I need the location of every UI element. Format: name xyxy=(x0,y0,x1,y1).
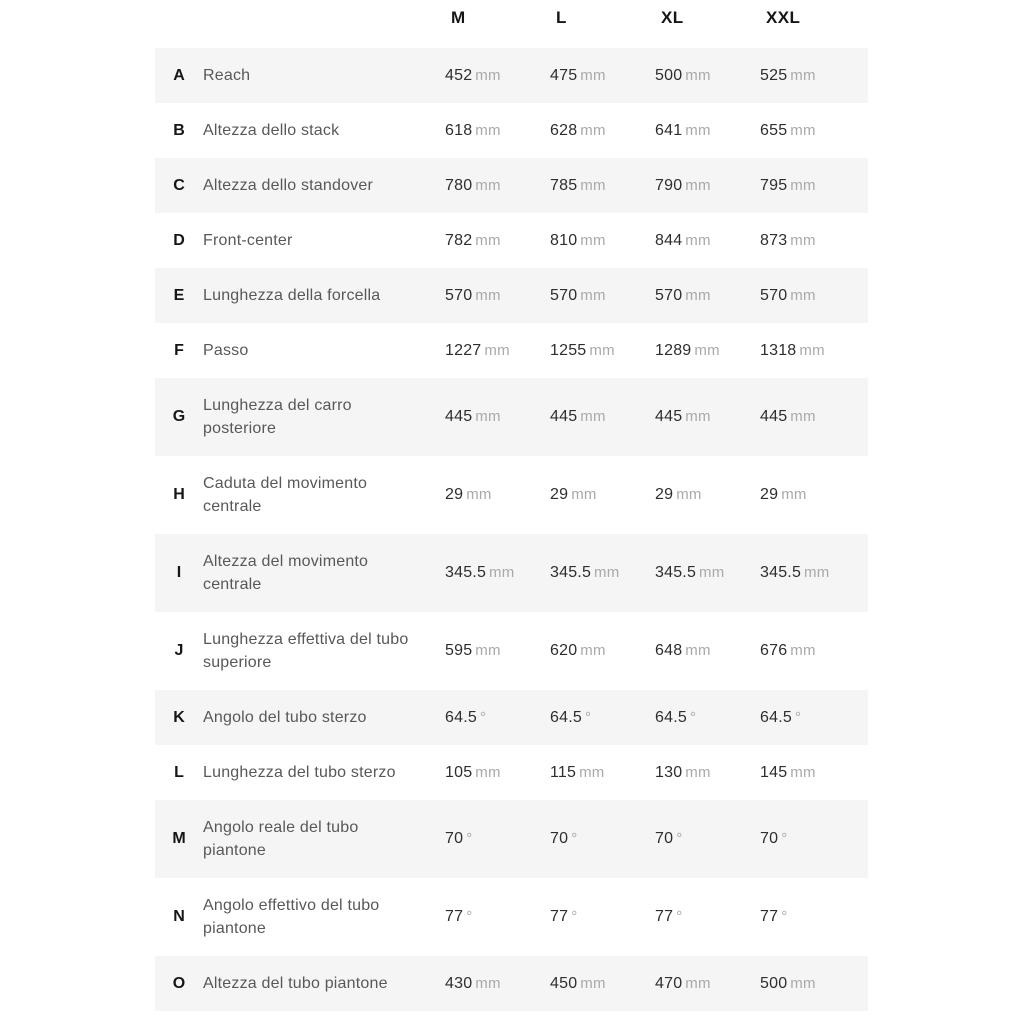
value-cell-xxl xyxy=(760,287,868,305)
value-unit: mm xyxy=(790,231,816,249)
value-unit: mm xyxy=(580,176,606,194)
row-label xyxy=(203,628,445,674)
table-row xyxy=(155,103,868,158)
value-number: 105 xyxy=(445,763,473,781)
value-number: 570 xyxy=(760,286,788,304)
value-number: 130 xyxy=(655,763,683,781)
value-number: 844 xyxy=(655,231,683,249)
value-unit: mm xyxy=(685,974,711,992)
value-number: 475 xyxy=(550,66,578,84)
value-cell-m xyxy=(445,564,550,582)
value-number: 641 xyxy=(655,121,683,139)
value-unit: mm xyxy=(685,231,711,249)
value-unit: mm xyxy=(571,486,597,503)
value-unit: ° xyxy=(571,908,578,925)
value-cell-m xyxy=(445,408,550,426)
value-number: 345.5 xyxy=(445,564,487,581)
value-number: 676 xyxy=(760,642,788,659)
value-number: 1318 xyxy=(760,341,797,359)
row-label-text: Lunghezza del tubo sterzo xyxy=(203,764,396,781)
row-letter: B xyxy=(173,121,185,139)
row-letter: O xyxy=(172,974,186,992)
value-unit: mm xyxy=(580,408,606,425)
value-number: 77 xyxy=(760,908,779,925)
row-label xyxy=(203,550,445,596)
value-cell-xl xyxy=(655,642,760,660)
value-unit: mm xyxy=(466,486,492,503)
value-cell-xl xyxy=(655,232,760,250)
value-cell-xl xyxy=(655,287,760,305)
value-cell-xxl xyxy=(760,408,868,426)
value-unit: mm xyxy=(685,642,711,659)
value-cell-xxl xyxy=(760,122,868,140)
value-number: 29 xyxy=(760,486,779,503)
value-cell-l xyxy=(550,122,655,140)
value-unit: mm xyxy=(580,974,606,992)
row-label-text: Altezza del movimento centrale xyxy=(203,553,369,593)
value-cell-m xyxy=(445,232,550,250)
row-label xyxy=(203,706,445,729)
row-label xyxy=(203,229,445,252)
value-unit: mm xyxy=(580,66,606,84)
value-number: 70 xyxy=(445,830,464,847)
value-number: 77 xyxy=(655,908,674,925)
value-cell-xl xyxy=(655,486,760,504)
row-label-text: Angolo del tubo sterzo xyxy=(203,709,367,726)
value-number: 70 xyxy=(760,830,779,847)
row-label-text: Lunghezza del carro posteriore xyxy=(203,397,352,437)
value-cell-m xyxy=(445,177,550,195)
value-unit: ° xyxy=(676,830,683,847)
value-cell-xl xyxy=(655,342,760,360)
value-number: 29 xyxy=(445,486,464,503)
table-body xyxy=(155,48,868,1011)
row-letter: H xyxy=(173,486,185,503)
row-letter: D xyxy=(173,231,185,249)
value-number: 445 xyxy=(445,408,473,425)
value-number: 29 xyxy=(550,486,569,503)
table-row xyxy=(155,456,868,534)
value-cell-xxl xyxy=(760,486,868,504)
row-label-text: Reach xyxy=(203,67,251,84)
value-number: 29 xyxy=(655,486,674,503)
row-label xyxy=(203,394,445,440)
value-cell-l xyxy=(550,486,655,504)
table-row xyxy=(155,158,868,213)
row-label-text: Passo xyxy=(203,342,249,359)
value-unit: ° xyxy=(571,830,578,847)
value-cell-l xyxy=(550,408,655,426)
value-cell-m xyxy=(445,908,550,926)
value-unit: ° xyxy=(466,830,473,847)
value-unit: mm xyxy=(694,341,720,359)
value-unit: ° xyxy=(781,830,788,847)
value-unit: mm xyxy=(685,66,711,84)
value-number: 1255 xyxy=(550,341,587,359)
value-cell-xl xyxy=(655,830,760,848)
value-number: 470 xyxy=(655,974,683,992)
value-number: 785 xyxy=(550,176,578,194)
row-label-text: Altezza dello stack xyxy=(203,122,340,139)
value-number: 810 xyxy=(550,231,578,249)
value-number: 1289 xyxy=(655,341,692,359)
row-label-text: Angolo reale del tubo piantone xyxy=(203,819,359,859)
row-label xyxy=(203,339,445,362)
value-number: 570 xyxy=(550,286,578,304)
table-row xyxy=(155,878,868,956)
value-number: 77 xyxy=(550,908,569,925)
row-letter: F xyxy=(174,341,184,359)
row-label-text: Caduta del movimento centrale xyxy=(203,475,368,515)
value-number: 570 xyxy=(445,286,473,304)
value-cell-l xyxy=(550,564,655,582)
value-cell-xxl xyxy=(760,642,868,660)
value-cell-xxl xyxy=(760,342,868,360)
value-number: 345.5 xyxy=(760,564,802,581)
value-number: 648 xyxy=(655,642,683,659)
value-number: 655 xyxy=(760,121,788,139)
value-cell-xl xyxy=(655,908,760,926)
value-cell-m xyxy=(445,122,550,140)
row-letter: I xyxy=(176,564,182,581)
value-cell-xl xyxy=(655,122,760,140)
value-cell-xl xyxy=(655,564,760,582)
value-unit: ° xyxy=(584,708,592,726)
row-label xyxy=(203,174,445,197)
value-unit: ° xyxy=(781,908,788,925)
value-cell-m xyxy=(445,642,550,660)
value-cell-xxl xyxy=(760,830,868,848)
table-row xyxy=(155,612,868,690)
value-number: 145 xyxy=(760,763,788,781)
table-row xyxy=(155,956,868,1011)
row-letter: C xyxy=(173,176,185,194)
value-cell-xxl xyxy=(760,975,868,993)
value-unit: mm xyxy=(475,763,501,781)
table-row xyxy=(155,323,868,378)
value-unit: mm xyxy=(580,231,606,249)
value-cell-m xyxy=(445,287,550,305)
value-cell-m xyxy=(445,975,550,993)
geometry-table xyxy=(155,0,868,1011)
row-letter: J xyxy=(174,642,184,659)
value-number: 628 xyxy=(550,121,578,139)
size-header-m: M xyxy=(451,8,466,27)
value-unit: mm xyxy=(594,564,620,581)
value-unit: mm xyxy=(579,763,605,781)
value-unit: mm xyxy=(799,341,825,359)
size-header-xxl: XXL xyxy=(766,8,801,27)
value-unit: ° xyxy=(794,708,802,726)
value-number: 64.5 xyxy=(760,708,792,726)
table-row xyxy=(155,534,868,612)
value-number: 64.5 xyxy=(655,708,687,726)
value-cell-l xyxy=(550,830,655,848)
value-unit: mm xyxy=(790,763,816,781)
value-cell-m xyxy=(445,486,550,504)
value-unit: mm xyxy=(790,176,816,194)
value-unit: mm xyxy=(790,408,816,425)
value-unit: mm xyxy=(475,408,501,425)
value-cell-m xyxy=(445,342,550,360)
row-label-text: Lunghezza della forcella xyxy=(203,287,381,304)
value-unit: mm xyxy=(781,486,807,503)
row-label xyxy=(203,284,445,307)
row-letter: L xyxy=(174,763,184,781)
value-number: 77 xyxy=(445,908,464,925)
value-cell-xxl xyxy=(760,67,868,85)
row-label-text: Altezza dello standover xyxy=(203,177,374,194)
value-unit: mm xyxy=(790,974,816,992)
row-label xyxy=(203,119,445,142)
row-letter: A xyxy=(173,66,185,84)
value-number: 1227 xyxy=(445,341,482,359)
value-number: 452 xyxy=(445,66,473,84)
row-label xyxy=(203,972,445,995)
value-unit: mm xyxy=(790,66,816,84)
value-unit: mm xyxy=(475,176,501,194)
value-number: 64.5 xyxy=(550,708,582,726)
value-number: 595 xyxy=(445,642,473,659)
value-unit: mm xyxy=(790,286,816,304)
value-number: 115 xyxy=(550,763,577,781)
value-unit: mm xyxy=(580,121,606,139)
value-unit: ° xyxy=(466,908,473,925)
value-cell-l xyxy=(550,67,655,85)
table-row xyxy=(155,268,868,323)
value-cell-m xyxy=(445,67,550,85)
row-letter: M xyxy=(172,830,186,847)
value-unit: ° xyxy=(676,908,683,925)
value-cell-xl xyxy=(655,975,760,993)
value-number: 64.5 xyxy=(445,708,477,726)
row-label xyxy=(203,64,445,87)
row-letter: N xyxy=(173,908,185,925)
value-number: 873 xyxy=(760,231,788,249)
value-number: 70 xyxy=(550,830,569,847)
value-number: 430 xyxy=(445,974,473,992)
row-label xyxy=(203,894,445,940)
value-cell-l xyxy=(550,177,655,195)
value-unit: mm xyxy=(790,642,816,659)
value-cell-xxl xyxy=(760,564,868,582)
value-unit: mm xyxy=(685,763,711,781)
value-unit: mm xyxy=(699,564,725,581)
row-letter: E xyxy=(173,286,185,304)
value-unit: mm xyxy=(685,176,711,194)
table-row xyxy=(155,745,868,800)
value-cell-l xyxy=(550,232,655,250)
value-unit: mm xyxy=(804,564,830,581)
value-cell-l xyxy=(550,709,655,727)
value-number: 782 xyxy=(445,231,473,249)
value-unit: mm xyxy=(580,286,606,304)
table-row xyxy=(155,800,868,878)
value-number: 570 xyxy=(655,286,683,304)
value-cell-m xyxy=(445,709,550,727)
value-number: 618 xyxy=(445,121,473,139)
value-cell-xl xyxy=(655,67,760,85)
row-label-text: Altezza del tubo piantone xyxy=(203,975,388,992)
value-number: 620 xyxy=(550,642,578,659)
value-number: 345.5 xyxy=(550,564,592,581)
value-number: 450 xyxy=(550,974,578,992)
row-label xyxy=(203,816,445,862)
value-cell-m xyxy=(445,764,550,782)
value-number: 445 xyxy=(760,408,788,425)
value-unit: mm xyxy=(790,121,816,139)
value-unit: ° xyxy=(479,708,487,726)
value-unit: mm xyxy=(685,408,711,425)
table-row xyxy=(155,378,868,456)
row-letter: K xyxy=(173,708,185,726)
row-label-text: Angolo effettivo del tubo piantone xyxy=(203,897,380,937)
size-header-xl: XL xyxy=(661,8,684,27)
value-cell-m xyxy=(445,830,550,848)
value-cell-xxl xyxy=(760,709,868,727)
row-label-text: Lunghezza effettiva del tubo superiore xyxy=(203,631,409,671)
value-unit: mm xyxy=(676,486,702,503)
value-cell-l xyxy=(550,642,655,660)
value-unit: mm xyxy=(475,286,501,304)
value-number: 500 xyxy=(655,66,683,84)
value-number: 70 xyxy=(655,830,674,847)
value-number: 795 xyxy=(760,176,788,194)
value-unit: ° xyxy=(689,708,697,726)
value-number: 790 xyxy=(655,176,683,194)
size-header-l: L xyxy=(556,8,567,27)
value-unit: mm xyxy=(475,231,501,249)
value-unit: mm xyxy=(589,341,615,359)
value-cell-l xyxy=(550,764,655,782)
value-cell-xl xyxy=(655,709,760,727)
row-label xyxy=(203,472,445,518)
value-unit: mm xyxy=(489,564,515,581)
table-row xyxy=(155,48,868,103)
value-cell-l xyxy=(550,908,655,926)
row-letter: G xyxy=(172,408,186,425)
value-unit: mm xyxy=(475,642,501,659)
value-unit: mm xyxy=(475,66,501,84)
value-unit: mm xyxy=(580,642,606,659)
value-unit: mm xyxy=(484,341,510,359)
value-number: 445 xyxy=(655,408,683,425)
row-label xyxy=(203,761,445,784)
value-number: 500 xyxy=(760,974,788,992)
value-unit: mm xyxy=(475,121,501,139)
value-number: 780 xyxy=(445,176,473,194)
value-cell-l xyxy=(550,287,655,305)
value-number: 345.5 xyxy=(655,564,697,581)
value-cell-xxl xyxy=(760,177,868,195)
table-row xyxy=(155,690,868,745)
value-unit: mm xyxy=(685,286,711,304)
table-row xyxy=(155,213,868,268)
value-number: 525 xyxy=(760,66,788,84)
value-cell-xxl xyxy=(760,764,868,782)
value-number: 445 xyxy=(550,408,578,425)
value-cell-l xyxy=(550,342,655,360)
value-cell-xl xyxy=(655,177,760,195)
value-unit: mm xyxy=(685,121,711,139)
value-unit: mm xyxy=(475,974,501,992)
value-cell-l xyxy=(550,975,655,993)
table-header xyxy=(155,0,868,48)
value-cell-xxl xyxy=(760,908,868,926)
row-label-text: Front-center xyxy=(203,232,293,249)
value-cell-xl xyxy=(655,764,760,782)
value-cell-xl xyxy=(655,408,760,426)
value-cell-xxl xyxy=(760,232,868,250)
